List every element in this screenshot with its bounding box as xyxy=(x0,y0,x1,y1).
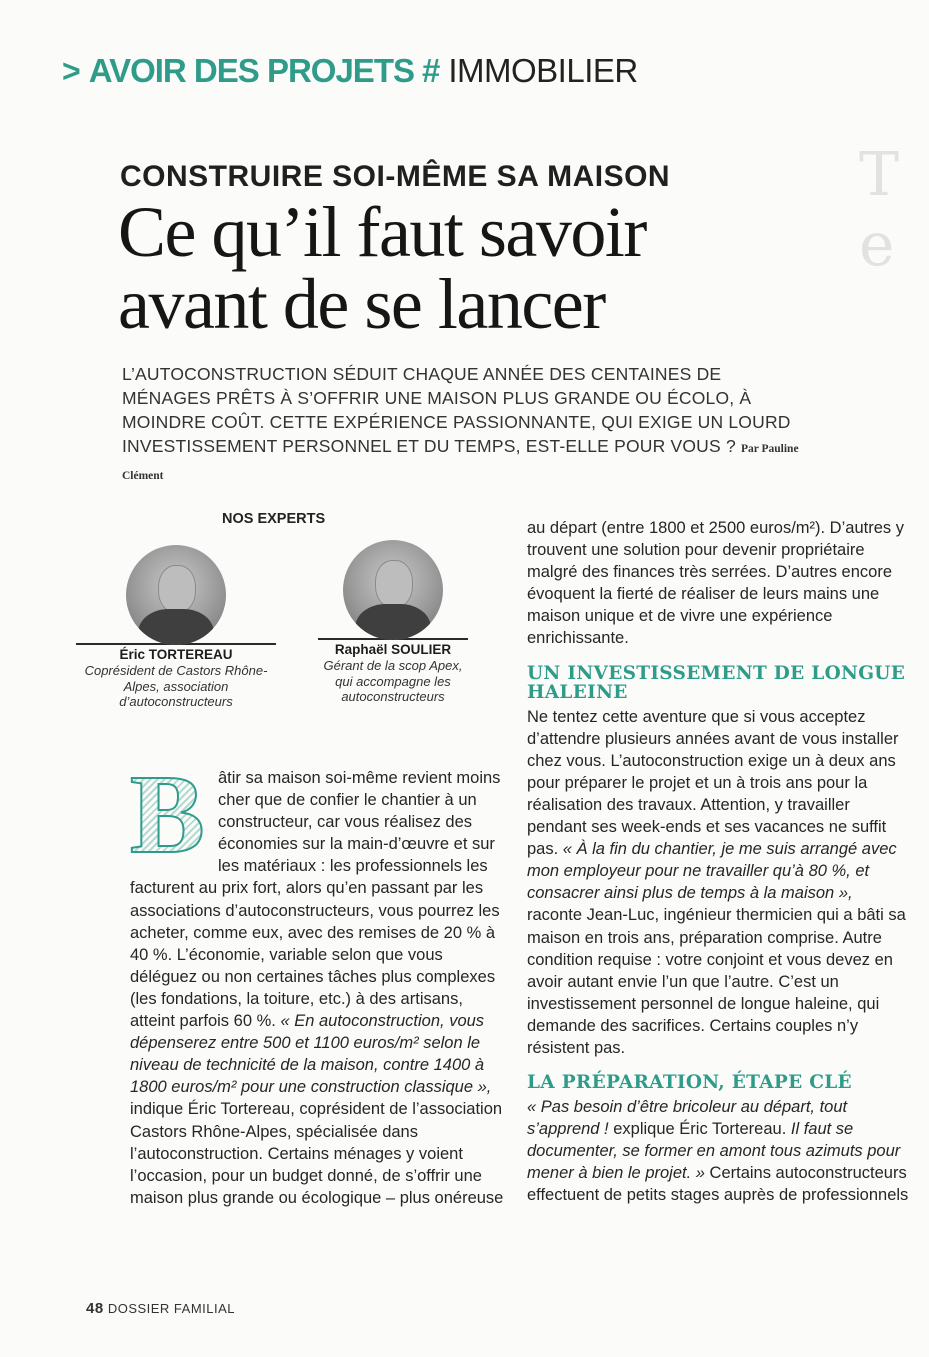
rubric-subsection: IMMOBILIER xyxy=(448,52,638,89)
paragraph: « Pas besoin d’être bricoleur au départ, tout s’apprend ! explique Éric Tortereau. Il faut se documenter, se former en amont tous azimuts pour mener à bien le projet. » Certains autoconstructeurs effectuent de petits stages auprès de professionnels xyxy=(527,1098,909,1205)
headline-line-1: Ce qu’il faut savoir xyxy=(118,192,646,272)
quote: « Pas besoin d’être bricoleur au départ, tout s’apprend ! xyxy=(527,1098,848,1139)
standfirst-text: L’AUTOCONSTRUCTION SÉDUIT CHAQUE ANNÉE DES CENTAINES DE MÉNAGES PRÊTS À S’OFFRIR UNE MAISON PLUS GRANDE OU ÉCOLO, À MOINDRE COÛT. CETTE EXPÉRIENCE PASSIONNANTE, QUI EXIGE UN LOURD INVESTISSEMENT PERSONNEL ET DU TEMPS, EST-ELLE POUR VOUS ? xyxy=(122,364,791,456)
expert-name: Éric TORTEREAU xyxy=(119,647,233,662)
bleed-through-text: T e xyxy=(859,140,900,280)
subheading: UN INVESTISSEMENT DE LONGUE HALEINE xyxy=(527,662,906,703)
kicker: CONSTRUIRE SOI-MÊME SA MAISON xyxy=(120,160,671,193)
paragraph: au départ (entre 1800 et 2500 euros/m²). D’autres y trouvent une solution pour devenir propriétaire malgré des finances très serrées. D’autres encore évoquent la fierté de réaliser de leurs mains une maison unique et de vivre une expérience enrichissante. xyxy=(527,519,904,648)
chevron-icon: > xyxy=(62,53,81,89)
section-rubric xyxy=(62,52,638,90)
quote: Il faut se documenter, se former en amont tous azimuts pour mener à bien le projet. » xyxy=(527,1120,901,1183)
subheading: LA PRÉPARATION, ÉTAPE CLÉ xyxy=(527,1072,852,1094)
page-footer xyxy=(86,1300,235,1317)
headline-line-2: avant de se lancer xyxy=(118,264,605,344)
headline xyxy=(118,192,858,344)
paragraph: Ne tentez cette aventure que si vous acceptez d’attendre plusieurs années avant de vous installer chez vous. L’autoconstruction exige un à deux ans pour préparer le projet et un à trois ans pour la réalisation des travaux. Attention, y travailler pendant ses week-ends et ses vacances ne suffit pas. « À la fin du chantier, je me suis arrangé avec mon employeur pour ne travailler qu’à 80 %, et consacrer ainsi plus de temps à la maison », raconte Jean-Luc, ingénieur thermicien qui a bâti sa maison en trois ans, préparation comprise. Autre condition requise : votre conjoint et vous devez en avoir autant envie l’un que l’autre. C’est un investissement personnel de longue haleine, qui demande des sacrifices. Certains couples n’y résistent pas. xyxy=(527,707,906,1057)
experts-title: NOS EXPERTS xyxy=(222,511,326,527)
expert-name: Raphaël SOULIER xyxy=(334,642,452,657)
expert-card xyxy=(293,540,493,705)
expert-role: Coprésident de Castors Rhône-Alpes, association d’autoconstructeurs xyxy=(84,663,268,709)
expert-card xyxy=(76,545,276,710)
byline: Par Pauline Clément xyxy=(122,443,799,482)
article-column-right xyxy=(527,517,912,1207)
rubric-hash: # xyxy=(421,52,441,89)
expert-photo xyxy=(343,540,443,640)
standfirst xyxy=(122,362,812,488)
publication-name: DOSSIER FAMILIAL xyxy=(107,1301,236,1316)
drop-cap: B xyxy=(130,770,208,858)
expert-role: Gérant de la scop Apex, qui accompagne les autoconstructeurs xyxy=(323,658,463,704)
paragraph: âtir sa maison soi-même revient moins cher que de confier le chantier à un constructeur, car vous réalisez des économies sur la main-d’œuvre et sur les matériaux : les professionnels les facturent au prix fort, alors qu’en passant par les associations d’autoconstructeurs, vous pourrez les acheter, comme eux, avec des remises de 20 % à 40 %. L’économie, variable selon que vous déléguez ou non certaines tâches plus complexes (les fondations, la toiture, etc.) à des artisans, atteint parfois 60 %. « En autoconstruction, vous dépenserez entre 500 et 1100 euros/m² selon le niveau de technicité de la maison, contre 1400 à 1800 euros/m² pour une construction classique », indique Éric Tortereau, coprésident de l’association Castors Rhône-Alpes, spécialisée dans l’autoconstruction. Certains ménages y voient l’occasion, pour un budget donné, de s’offrir une maison plus grande ou écologique – plus onéreuse xyxy=(130,769,504,1207)
article-column-left xyxy=(130,753,510,1209)
quote: « En autoconstruction, vous dépenserez entre 500 et 1100 euros/m² selon le niveau de technicité de la maison, contre 1400 à 1800 euros/m² pour une construction classique », xyxy=(130,1012,492,1097)
quote: « À la fin du chantier, je me suis arrangé avec mon employeur pour ne travailler qu’à 80 %, et consacrer ainsi plus de temps à la maison », xyxy=(527,840,897,903)
rubric-section: AVOIR DES PROJETS xyxy=(88,52,414,89)
page-number: 48 xyxy=(86,1300,104,1317)
expert-photo xyxy=(126,545,226,645)
